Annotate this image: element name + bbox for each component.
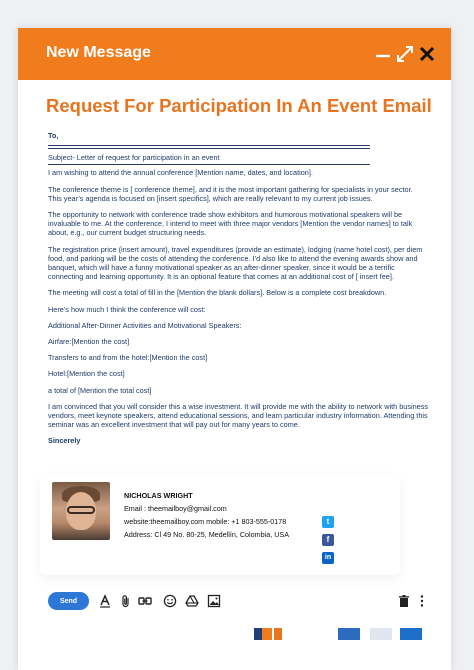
minimize-icon[interactable] [372,43,394,65]
signature-email[interactable]: Email : theemailboy@gmail.com [124,504,227,513]
email-heading: Request For Participation In An Event Email [46,95,432,116]
signature-address: Address: Cl 49 No. 80-25, Medellín, Colombia, USA [124,530,289,539]
send-button[interactable]: Send [48,592,89,610]
image-icon[interactable] [207,594,221,608]
twitter-icon[interactable]: t [322,516,334,528]
more-options-icon[interactable] [415,594,429,608]
linkedin-icon[interactable]: in [322,552,334,564]
body-paragraph: Hotel:[Mention the cost] [48,369,125,379]
drive-icon[interactable] [185,594,199,608]
signature-name: NICHOLAS WRIGHT [124,491,193,500]
brand-mark [274,628,282,640]
body-paragraph: Here’s how much I think the conference will cost: [48,304,206,314]
brand-mark [262,628,272,640]
file-icon [370,628,392,640]
body-paragraph: The registration price (insert amount), travel expenditures (provide an estimate), lodging (name hotel cost), per diem food, and parking will be the costs of attending the conference. I’d also like to attend the evening awards show and banquet, which will have a funny motivational speaker as an after-dinner speaker, since it would be a terrific connecting and learning opportunity. It is an optional feature that comes at an additional cost of [ insert fee]. [48,244,423,282]
emoji-icon[interactable] [163,594,177,608]
body-paragraph: I am wishing to attend the annual conference [Mention name, dates, and location]. [48,168,313,178]
signature-details [124,489,289,541]
body-paragraph: I am convinced that you will consider this a wise investment. It will provide me with the ability to network with business vendors, meet keynote speakers, attend educational sessions, and learn particular industry information. Attending this seminar was an excellent investment that will pay out for many years to come. [48,401,429,430]
email-body[interactable] [48,131,428,453]
compose-titlebar [18,28,451,80]
to-field[interactable]: To, [48,131,370,146]
avatar [52,482,110,540]
attach-icon[interactable] [119,594,133,608]
brand-mark [254,628,262,640]
body-paragraph: Transfers to and from the hotel:[Mention the cost] [48,353,208,363]
avatar-glasses [67,506,95,514]
body-paragraph: The meeting will cost a total of fill in the [Mention the blank dollars]. Below is a complete cost breakdown. [48,288,387,298]
file-icon [338,628,360,640]
facebook-icon[interactable]: f [322,534,334,546]
body-paragraph: a total of [Mention the total cost] [48,385,152,395]
signoff: Sincerely [48,436,81,446]
window-title: New Message [46,44,151,61]
body-paragraph: Airfare:[Mention the cost] [48,337,130,347]
file-icon [400,628,422,640]
link-icon[interactable] [138,594,152,608]
compose-window [18,28,451,670]
trash-icon[interactable] [397,594,411,608]
subject-field[interactable]: Subject- Letter of request for participation in an event [48,148,370,165]
signature-website-mobile[interactable]: website:theemailboy.com mobile: +1 803-555-0178 [124,517,287,526]
text-format-icon[interactable] [98,594,112,608]
body-paragraph: Additional After-Dinner Activities and Motivational Speakers: [48,320,242,330]
expand-icon[interactable] [394,43,416,65]
body-paragraph: The opportunity to network with conference trade show exhibitors and humorous motivational speakers will be invaluable to me. At the conference, I intend to meet with three major vendors [Mention the vendor names] to talk about, e.g., our current budget structuring needs. [48,210,413,238]
body-paragraph: The conference theme is [ conference theme], and it is the most important gathering for specialists in your sector. This year’s agenda is focused on [insert specifics], which are really relevant to my current job issues. [48,184,413,203]
email-signature [40,475,400,575]
close-icon[interactable] [416,43,438,65]
compose-toolbar [18,588,451,618]
